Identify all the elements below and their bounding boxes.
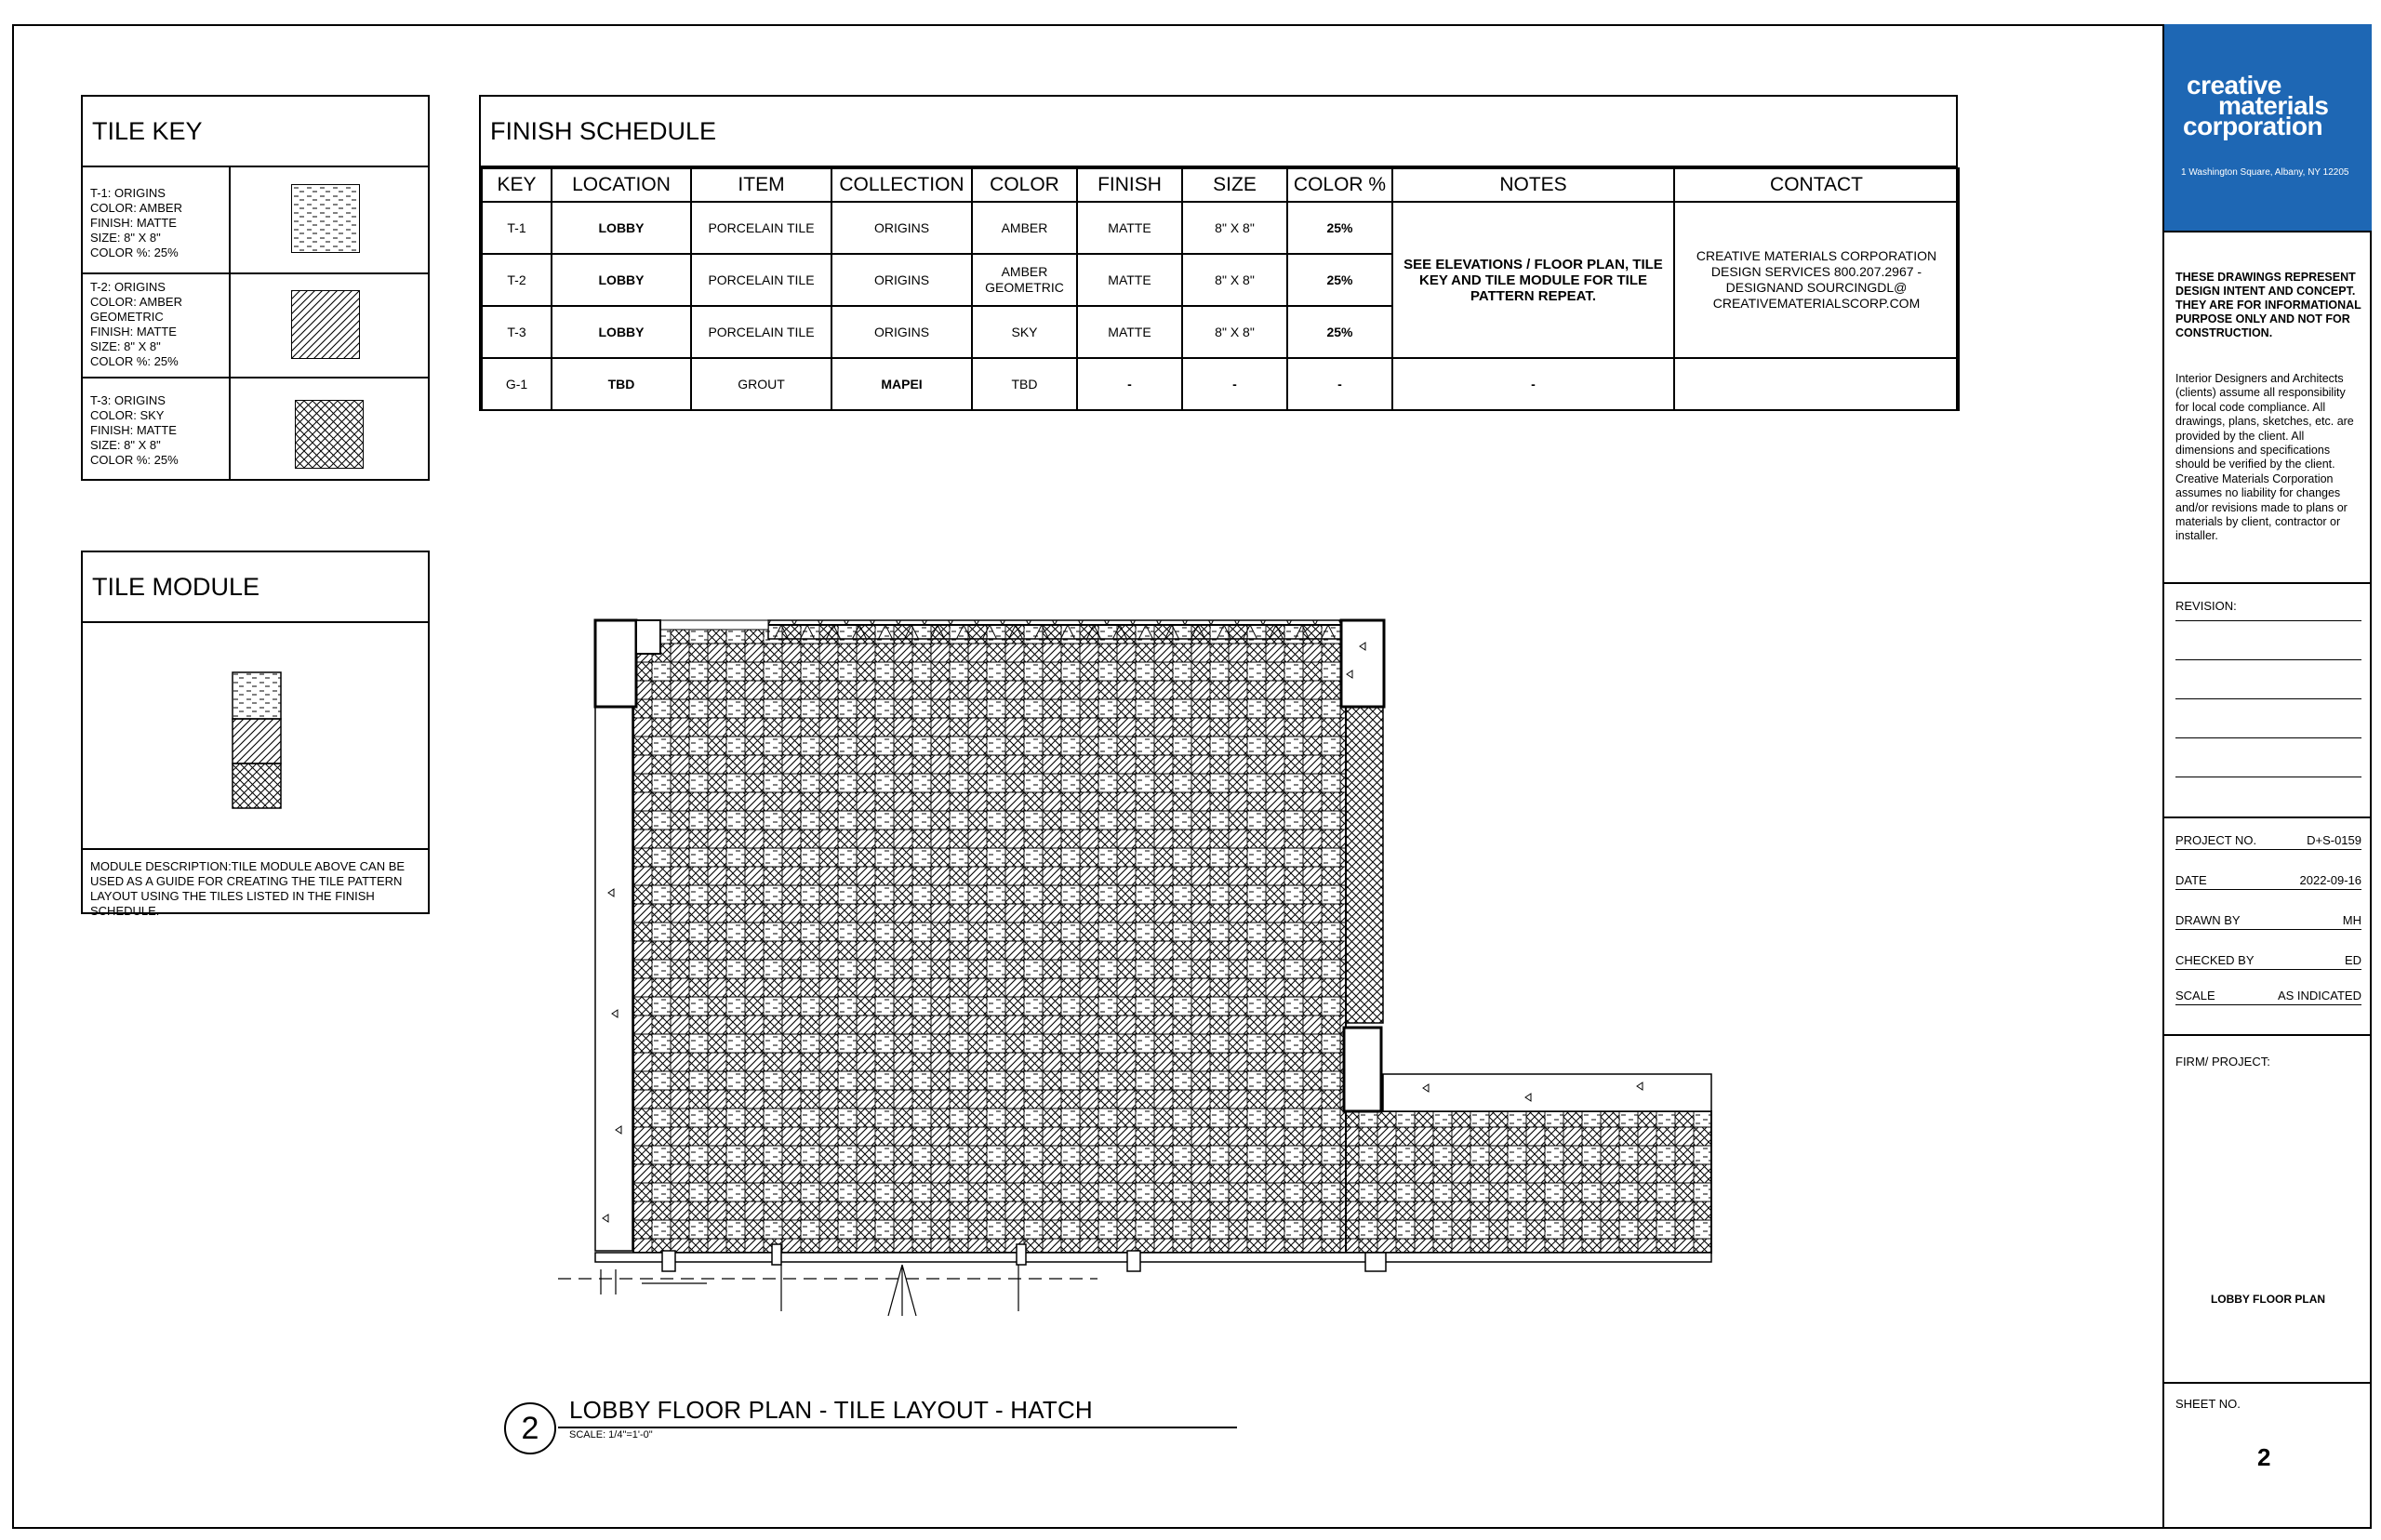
scale-field: SCALE AS INDICATED [2175, 989, 2361, 1005]
sheet-name: LOBBY FLOOR PLAN [2210, 1293, 2326, 1306]
cell-key: G-1 [482, 358, 552, 410]
tile-key-row [83, 378, 428, 479]
cell-finish: MATTE [1077, 254, 1182, 306]
title-block [2162, 24, 2372, 1529]
header-key: KEY [482, 168, 552, 202]
firm-project-label: FIRM/ PROJECT: [2175, 1055, 2270, 1069]
checked-by-field: CHECKED BY ED [2175, 953, 2361, 970]
tile-key-text: T-1: ORIGINS COLOR: AMBER FINISH: MATTE SIZE: 8" X 8" COLOR %: 25% [90, 186, 182, 259]
floor-plan-drawing [549, 614, 1721, 1321]
cell-item: PORCELAIN TILE [691, 202, 831, 254]
plan-title-underline [558, 1427, 1237, 1428]
bottom-wall [595, 1253, 1711, 1262]
tile-module-description: MODULE DESCRIPTION:TILE MODULE ABOVE CAN BE USED AS A GUIDE FOR CREATING THE TILE PATTERN LAYOUT USING THE TILES LISTED IN THE FINISH SCHEDULE. [83, 848, 428, 919]
cell-item: PORCELAIN TILE [691, 254, 831, 306]
cell-collection: ORIGINS [831, 254, 972, 306]
tile-key-row [83, 167, 428, 274]
header-color: COLOR [972, 168, 1077, 202]
table-row [482, 202, 1959, 254]
tile-key-row [83, 274, 428, 378]
finish-schedule-panel [479, 95, 1958, 411]
logo-line: corporation [2183, 112, 2323, 140]
cell-location: LOBBY [552, 254, 691, 306]
cell-collection: MAPEI [831, 358, 972, 410]
project-no-field: PROJECT NO. D+S-0159 [2175, 833, 2361, 850]
plan-title: LOBBY FLOOR PLAN - TILE LAYOUT - HATCH [569, 1396, 1093, 1424]
header-item: ITEM [691, 168, 831, 202]
cell-key: T-3 [482, 306, 552, 358]
cell-contact [1674, 358, 1959, 410]
cell-collection: ORIGINS [831, 306, 972, 358]
cell-finish: MATTE [1077, 202, 1182, 254]
sheet-no-label: SHEET NO. [2175, 1397, 2241, 1411]
header-location: LOCATION [552, 168, 691, 202]
finish-schedule-title: FINISH SCHEDULE [481, 97, 1956, 167]
logo-line: creative [2187, 71, 2281, 100]
disclaimer-text: Interior Designers and Architects (clients) assume all responsibility for local code compliance. All drawings, plans, sketches, etc. are provided by the client. All dimensions and specifications should be verified by the client. Creative Materials Corporation assumes no liability for changes and/or revisions made to plans or materials by client, contractor or installer. [2175, 372, 2354, 543]
tile-key-panel [81, 95, 430, 481]
tile-key-text: T-3: ORIGINS COLOR: SKY FINISH: MATTE SIZE: 8" X 8" COLOR %: 25% [90, 393, 179, 467]
tile-module-title: TILE MODULE [83, 552, 428, 623]
cell-item: PORCELAIN TILE [691, 306, 831, 358]
table-header-row [482, 168, 1959, 202]
cell-color-pct: 25% [1287, 306, 1392, 358]
cell-notes: SEE ELEVATIONS / FLOOR PLAN, TILE KEY AND TILE MODULE FOR TILE PATTERN REPEAT. [1392, 202, 1674, 358]
detail-number-circle: 2 [504, 1402, 556, 1454]
header-collection: COLLECTION [831, 168, 972, 202]
cell-finish: MATTE [1077, 306, 1182, 358]
right-column [1341, 620, 1384, 707]
tile-field-extension [1346, 1111, 1711, 1253]
cell-color: SKY [972, 306, 1077, 358]
cell-location: TBD [552, 358, 691, 410]
company-address: 1 Washington Square, Albany, NY 12205 [2181, 167, 2349, 178]
extension-wall [1383, 1074, 1711, 1111]
cell-finish: - [1077, 358, 1182, 410]
cell-notes: - [1392, 358, 1674, 410]
cell-contact: CREATIVE MATERIALS CORPORATION DESIGN SERVICES 800.207.2967 - DESIGNAND SOURCINGDL@ CREATIVEMATERIALSCORP.COM [1674, 202, 1959, 358]
cell-size: - [1182, 358, 1287, 410]
cell-color-pct: - [1287, 358, 1392, 410]
cell-item: GROUT [691, 358, 831, 410]
tile-swatch-t3 [295, 400, 364, 469]
cell-location: LOBBY [552, 202, 691, 254]
cell-location: LOBBY [552, 306, 691, 358]
cell-size: 8" X 8" [1182, 254, 1287, 306]
disclaimer-bold: THESE DRAWINGS REPRESENT DESIGN INTENT AND CONCEPT. THEY ARE FOR INFORMATIONAL PURPOSE ONLY AND NOT FOR CONSTRUCTION. [2175, 271, 2361, 339]
cell-size: 8" X 8" [1182, 202, 1287, 254]
cell-color: AMBER GEOMETRIC [972, 254, 1077, 306]
header-color-pct: COLOR % [1287, 168, 1392, 202]
cell-color: AMBER [972, 202, 1077, 254]
cell-color: TBD [972, 358, 1077, 410]
cell-size: 8" X 8" [1182, 306, 1287, 358]
header-size: SIZE [1182, 168, 1287, 202]
header-finish: FINISH [1077, 168, 1182, 202]
tile-swatch-t1 [291, 184, 360, 253]
tile-field-main [633, 625, 1346, 1253]
header-notes: NOTES [1392, 168, 1674, 202]
logo-line: materials [2218, 91, 2329, 120]
tile-key-text: T-2: ORIGINS COLOR: AMBER GEOMETRIC FINISH: MATTE SIZE: 8" X 8" COLOR %: 25% [90, 280, 182, 368]
cell-key: T-2 [482, 254, 552, 306]
left-column [595, 620, 636, 707]
tile-module-graphic [232, 671, 284, 811]
revision-label: REVISION: [2175, 599, 2237, 613]
top-wall-band [768, 620, 1342, 639]
left-wall [595, 707, 632, 1251]
tile-swatch-t2 [291, 290, 360, 359]
tile-key-title: TILE KEY [83, 97, 428, 167]
cell-color-pct: 25% [1287, 202, 1392, 254]
cell-collection: ORIGINS [831, 202, 972, 254]
cell-key: T-1 [482, 202, 552, 254]
tile-module-panel [81, 551, 430, 918]
sheet-no: 2 [2257, 1443, 2271, 1471]
cell-color-pct: 25% [1287, 254, 1392, 306]
right-wall [1346, 707, 1383, 1023]
finish-schedule-table [481, 167, 1960, 411]
plan-scale: SCALE: 1/4"=1'-0" [569, 1429, 653, 1440]
header-contact: CONTACT [1674, 168, 1959, 202]
drawn-by-field: DRAWN BY MH [2175, 913, 2361, 930]
company-logo [2164, 24, 2372, 231]
table-row [482, 358, 1959, 410]
right-jog [1344, 1028, 1381, 1111]
date-field: DATE 2022-09-16 [2175, 873, 2361, 890]
